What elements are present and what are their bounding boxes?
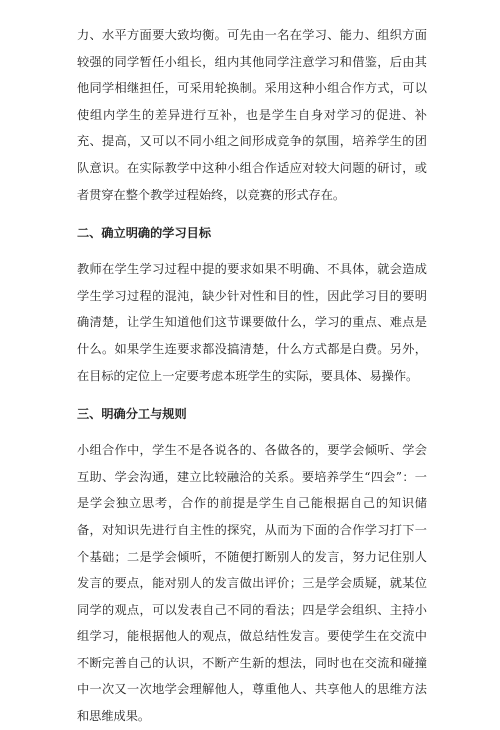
paragraph-division-rules: 小组合作中，学生不是各说各的、各做各的，要学会倾听、学会互助、学会沟通，建立比较融洽的关系。要培养学生“四会”：一是学会独立思考，合作的前提是学生自己能根据自己的知识储备，对知识先进行自主性的探究，从而为下面的合作学习打下一个基础；二是学会倾听，不随便打断别人的发言，努力记住别人发言的要点，能对别人的发言做出评价；三是学会质疑，就某位同学的观点，可以发表自己不同的看法；四是学会组织、主持小组学习，能根据他人的观点，做总结性发言。要使学生在交流中不断完善自己的认识，不断产生新的想法，同时也在交流和碰撞中一次又一次地学会理解他人，尊重他人、共享他人的思维方法和思维成果。	[77, 443, 427, 724]
section-heading-learning-goals: 二、确立明确的学习目标	[77, 226, 212, 241]
paragraph-group-cooperation: 力、水平方面要大致均衡。可先由一名在学习、能力、组织方面较强的同学暂任小组长，组内其他同学注意学习和借鉴，后由其他同学相继担任，可采用轮换制。采用这种小组合作方式，可以使组内学生的差异进行互补，也是学生自身对学习的促进、补充、提高，又可以不同小组之间形成竞争的氛围，培养学生的团队意识。在实际教学中这种小组合作适应对较大问题的研讨，或者贯穿在整个教学过程始终，以竞赛的形式存在。	[77, 28, 427, 202]
section-heading-division-rules: 三、明确分工与规则	[77, 407, 187, 422]
paragraph-learning-goals: 教师在学生学习过程中提的要求如果不明确、不具体，就会造成学生学习过程的混沌，缺少针对性和目的性，因此学习目的要明确清楚，让学生知道他们这节课要做什么，学习的重点、难点是什么。如果学生连要求都没搞清楚，什么方式都是白费。另外，在目标的定位上一定要考虑本班学生的实际，要具体、易操作。	[77, 262, 427, 383]
document-body	[77, 22, 427, 730]
